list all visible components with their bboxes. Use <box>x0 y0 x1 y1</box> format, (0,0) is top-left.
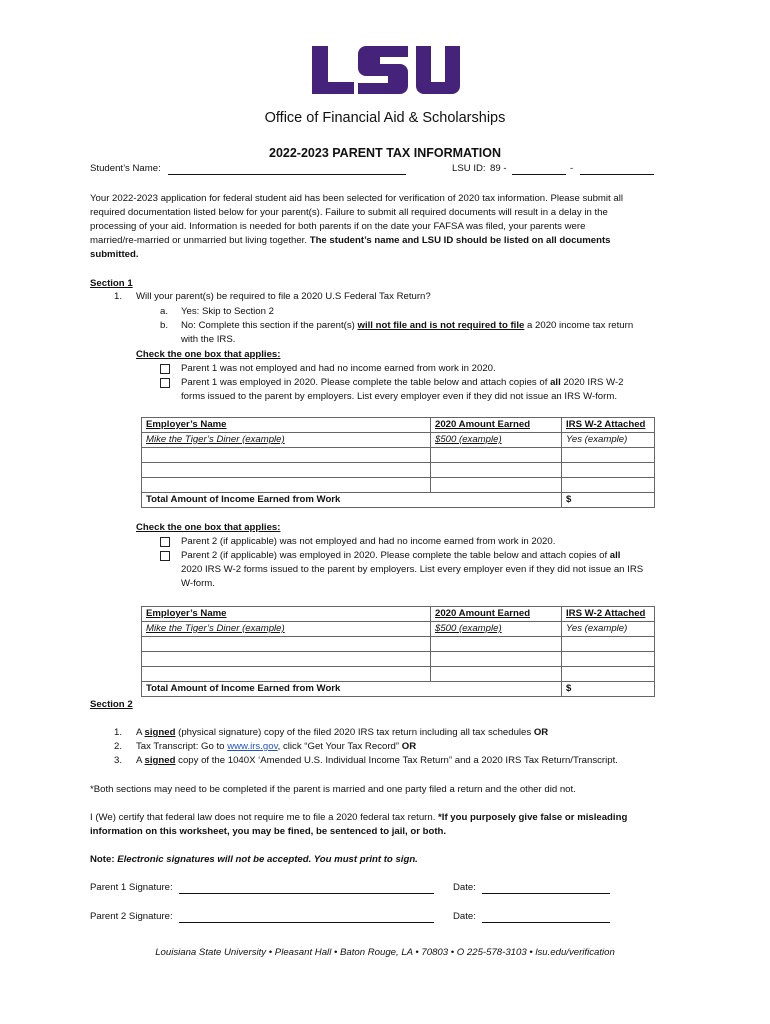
p2-option-employed-bold: all <box>609 550 621 561</box>
s2-item3 <box>136 754 618 768</box>
table-header-amount: 2020 Amount Earned <box>431 607 562 622</box>
table-cell-employer: Mike the Tiger’s Diner (example) <box>142 622 431 637</box>
table-cell-amount: $500 (example) <box>431 433 562 448</box>
q1-number: 1. <box>114 291 123 302</box>
p1-option-employed <box>181 376 624 390</box>
table-row[interactable] <box>142 478 655 493</box>
s2-item3-a: A <box>136 755 142 766</box>
s2-item1-signed: signed <box>144 727 176 738</box>
parent2-signature-label: Parent 2 Signature: <box>90 911 173 922</box>
table-cell-blank[interactable] <box>562 637 655 652</box>
table-cell-blank[interactable] <box>562 448 655 463</box>
intro-line-4-bold: The student’s name and LSU ID should be listed on all documents <box>309 235 611 246</box>
table-cell-blank[interactable] <box>142 448 431 463</box>
q1-b-label: b. <box>160 320 169 331</box>
table-row[interactable] <box>142 652 655 667</box>
table-total-value[interactable]: $ <box>562 493 655 508</box>
table-row[interactable] <box>142 667 655 682</box>
table-total-row <box>142 493 655 508</box>
table-cell-blank[interactable] <box>142 652 431 667</box>
lsu-logo-graphic <box>310 44 460 96</box>
parent1-signature-field[interactable] <box>179 893 434 894</box>
parent2-employer-table <box>141 606 655 697</box>
table-cell-blank[interactable] <box>562 667 655 682</box>
table-header-employer: Employer’s Name <box>142 607 431 622</box>
certify-warning-1: *If you purposely give false or misleading <box>438 812 628 823</box>
q1-b-text-1: No: Complete this section if the parent(s) <box>181 320 355 331</box>
table-row[interactable] <box>142 448 655 463</box>
table-cell-blank[interactable] <box>431 637 562 652</box>
table-cell-amount: $500 (example) <box>431 622 562 637</box>
table-header-row <box>142 607 655 622</box>
p2-option-not-employed: Parent 2 (if applicable) was not employed and had no income earned from work in 2020. <box>181 536 556 547</box>
p1-checkbox-not-employed[interactable] <box>160 364 170 374</box>
certify-text: I (We) certify that federal law does not require me to file a 2020 federal tax return. <box>90 812 436 823</box>
table-header-amount: 2020 Amount Earned <box>431 418 562 433</box>
p2-checkbox-not-employed[interactable] <box>160 537 170 547</box>
table-cell-blank[interactable] <box>562 652 655 667</box>
table-total-row <box>142 682 655 697</box>
p1-option-employed-bold: all <box>550 377 561 388</box>
section1-title: Section 1 <box>90 278 133 289</box>
table-header-w2: IRS W-2 Attached <box>562 418 655 433</box>
p2-option-employed-a: Parent 2 (if applicable) was employed in 2020. Please complete the table below and attach copies of <box>181 550 608 561</box>
s2-item1-number: 1. <box>114 727 123 738</box>
table-cell-blank[interactable] <box>562 463 655 478</box>
footer-address: Louisiana State University • Pleasant Hall • Baton Rouge, LA • 70803 • O 225-578-3103 • lsu.edu/verification <box>155 947 615 958</box>
table-cell-blank[interactable] <box>142 463 431 478</box>
parent1-signature-label: Parent 1 Signature: <box>90 882 173 893</box>
table-cell-w2: Yes (example) <box>562 433 655 448</box>
table-cell-blank[interactable] <box>562 478 655 493</box>
q1-b-text-emph: will not file and is not required to file <box>357 320 525 331</box>
table-total-label: Total Amount of Income Earned from Work <box>142 493 562 508</box>
p1-check-heading: Check the one box that applies: <box>136 349 281 360</box>
note-label: Note: <box>90 854 115 865</box>
table-cell-blank[interactable] <box>431 667 562 682</box>
student-name-label: Student’s Name: <box>90 163 161 174</box>
table-cell-blank[interactable] <box>431 448 562 463</box>
s2-item3-b: copy of the 1040X ‘Amended U.S. Individual Income Tax Return” and a 2020 IRS Tax Return/Transcript. <box>178 755 618 766</box>
parent1-date-field[interactable] <box>482 893 610 894</box>
lsu-logo <box>310 44 460 96</box>
q1-b-text <box>181 319 633 333</box>
section2-title: Section 2 <box>90 699 133 710</box>
intro-line-5: submitted. <box>90 249 139 260</box>
intro-line-4 <box>90 234 611 248</box>
lsu-id-field-1[interactable] <box>512 174 566 175</box>
lsu-id-dash: - <box>570 163 574 174</box>
note-text: Electronic signatures will not be accepted. You must print to sign. <box>117 854 418 865</box>
intro-line-1: Your 2022-2023 application for federal student aid has been selected for verification of 2020 tax information. Please submit all <box>90 193 623 204</box>
s2-item1 <box>136 726 548 740</box>
p2-option-employed <box>181 549 620 563</box>
q1-a-label: a. <box>160 306 169 317</box>
form-title: 2022-2023 PARENT TAX INFORMATION <box>269 146 501 160</box>
table-cell-employer: Mike the Tiger’s Diner (example) <box>142 433 431 448</box>
parent1-date-label: Date: <box>453 882 476 893</box>
table-total-label: Total Amount of Income Earned from Work <box>142 682 562 697</box>
parent2-date-field[interactable] <box>482 922 610 923</box>
p2-check-heading: Check the one box that applies: <box>136 522 281 533</box>
p2-option-employed-line2: 2020 IRS W-2 forms issued to the parent by employers. List every employer even if they did not issue an IRS <box>181 564 644 575</box>
table-row <box>142 433 655 448</box>
s2-item3-number: 3. <box>114 755 123 766</box>
p1-option-employed-a: Parent 1 was employed in 2020. Please complete the table below and attach copies of <box>181 377 548 388</box>
table-header-w2: IRS W-2 Attached <box>562 607 655 622</box>
s2-item1-b: (physical signature) copy of the filed 2020 IRS tax return including all tax schedules <box>178 727 532 738</box>
table-cell-blank[interactable] <box>431 463 562 478</box>
lsu-id-field-2[interactable] <box>580 174 654 175</box>
irs-link[interactable]: www.irs.gov <box>227 741 278 752</box>
s2-item1-a: A <box>136 727 142 738</box>
p2-checkbox-employed[interactable] <box>160 551 170 561</box>
q1-b-text-2: a 2020 income tax return <box>527 320 634 331</box>
p1-option-employed-line2: forms issued to the parent by employers. List every employer even if they did not issue an IRS W-form. <box>181 391 617 402</box>
s2-item2-or: OR <box>401 741 417 752</box>
s2-item1-or: OR <box>533 727 549 738</box>
office-title: Office of Financial Aid & Scholarships <box>264 110 506 126</box>
table-row[interactable] <box>142 463 655 478</box>
s2-item2-b: , click “Get Your Tax Record” <box>277 741 400 752</box>
p1-option-employed-b: 2020 IRS W-2 <box>563 377 624 388</box>
intro-line-2: required documentation listed below for your parent(s). Failure to submit all required documents will result in a delay in the <box>90 207 608 218</box>
table-header-employer: Employer’s Name <box>142 418 431 433</box>
certify-warning-2: information on this worksheet, you may be fined, be sentenced to jail, or both. <box>90 826 447 837</box>
parent2-date-label: Date: <box>453 911 476 922</box>
parent2-signature-field[interactable] <box>179 922 434 923</box>
table-row[interactable] <box>142 637 655 652</box>
intro-line-4-text: married/re-married or unmarried but living together. <box>90 235 308 246</box>
electronic-signature-note <box>90 853 418 867</box>
both-sections-note: *Both sections may need to be completed if the parent is married and one party filed a return and the other did not. <box>90 784 576 795</box>
certify-line-1 <box>90 811 627 825</box>
p1-option-not-employed: Parent 1 was not employed and had no income earned from work in 2020. <box>181 363 496 374</box>
s2-item2 <box>136 740 416 754</box>
table-cell-blank[interactable] <box>142 478 431 493</box>
table-cell-w2: Yes (example) <box>562 622 655 637</box>
table-cell-blank[interactable] <box>142 637 431 652</box>
s2-item2-a: Tax Transcript: Go to <box>136 741 225 752</box>
table-header-row <box>142 418 655 433</box>
s2-item2-number: 2. <box>114 741 123 752</box>
table-cell-blank[interactable] <box>431 478 562 493</box>
q1-a-text: Yes: Skip to Section 2 <box>181 306 274 317</box>
q1-text: Will your parent(s) be required to file a 2020 U.S Federal Tax Return? <box>136 291 431 302</box>
q1-b-text-3: with the IRS. <box>181 334 236 345</box>
s2-item3-signed: signed <box>144 755 176 766</box>
table-cell-blank[interactable] <box>431 652 562 667</box>
table-total-value[interactable]: $ <box>562 682 655 697</box>
p1-checkbox-employed[interactable] <box>160 378 170 388</box>
table-row <box>142 622 655 637</box>
p2-option-employed-line3: W-form. <box>181 578 215 589</box>
lsu-id-label: LSU ID: <box>452 163 486 174</box>
intro-line-3: processing of your aid. Information is needed for both parents if on the date your FAFSA was filed, your parents were <box>90 221 586 232</box>
table-cell-blank[interactable] <box>142 667 431 682</box>
parent1-employer-table <box>141 417 655 508</box>
student-name-field[interactable] <box>168 174 406 175</box>
lsu-id-prefix: 89 - <box>490 163 507 174</box>
